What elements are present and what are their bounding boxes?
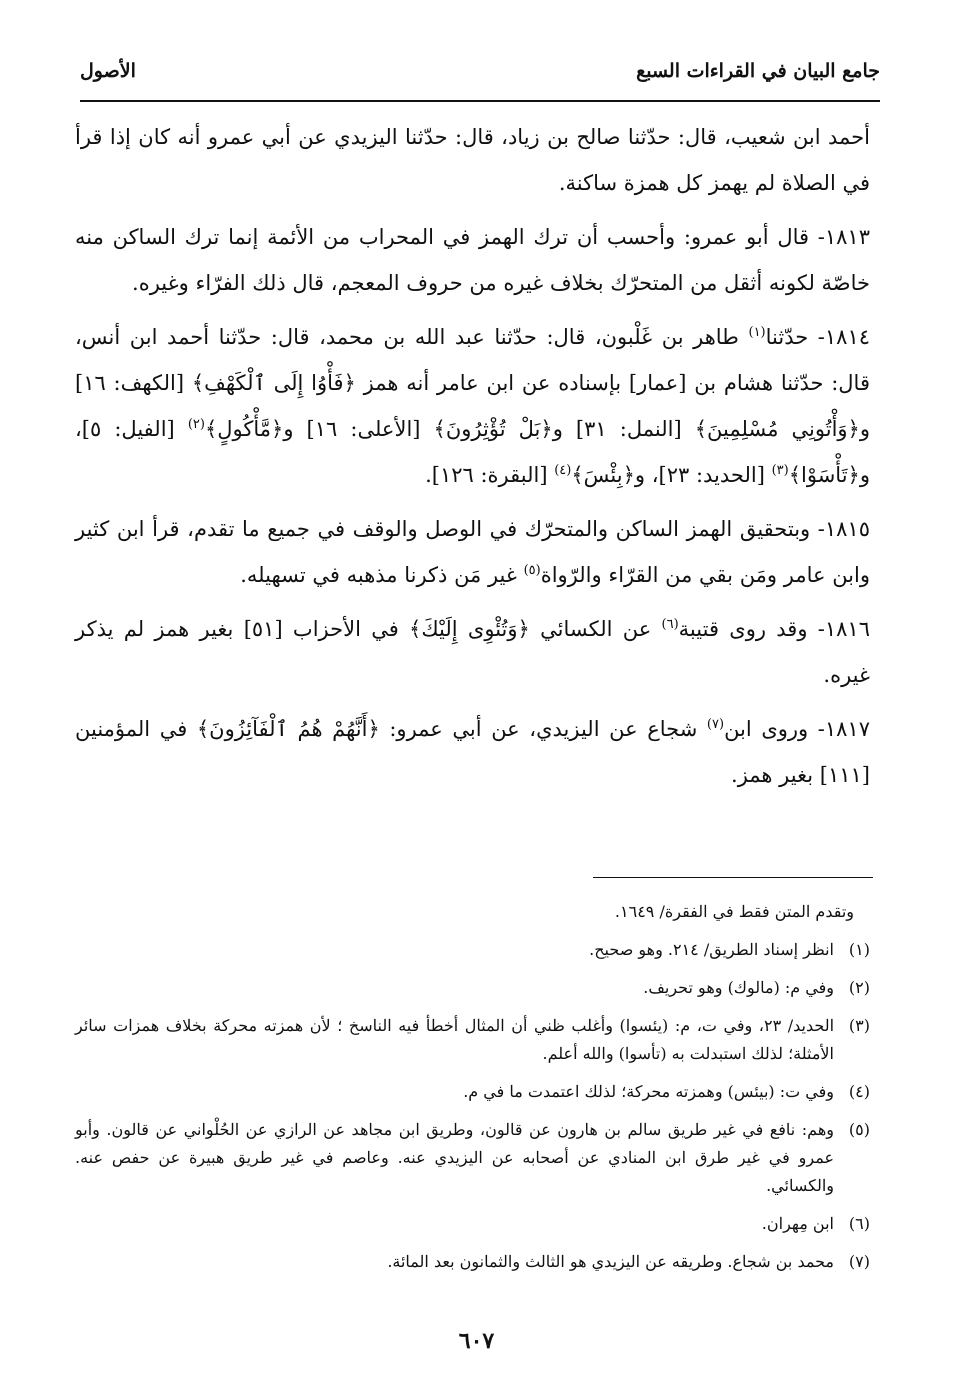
section-title: الأصول (80, 60, 136, 82)
footnote-number: (٦) (848, 1214, 870, 1233)
footnote-text: محمد بن شجاع. وطريقه عن اليزيدي هو الثالث والثمانون بعد المائة. (387, 1252, 834, 1271)
footnote-text: وهم: نافع في غير طريق سالم بن هارون عن قالون، وطريق ابن مجاهد عن الرازي عن الحُلْواني عن قالون. وأبو عمرو في غير طرق ابن المنادي عن أصحابه عن اليزيدي عنه. وعاصم في غير طريق هبيرة عن حفص عنه. والكسائي. (75, 1120, 834, 1195)
footnote-number: (٤) (848, 1082, 870, 1101)
main-text (75, 114, 870, 806)
footnote-number: (٣) (848, 1016, 870, 1035)
footnotes (75, 898, 870, 1286)
paragraph-1817 (75, 706, 870, 798)
footnote-ref[interactable]: (٣) (771, 463, 789, 478)
footnote-4 (75, 1078, 870, 1106)
footnote-separator (593, 877, 873, 878)
footnote-ref[interactable]: (٦) (661, 617, 679, 632)
footnote-1 (75, 936, 870, 964)
paragraph-text: غير مَن ذكرنا مذهبه في تسهيله. (240, 563, 524, 587)
paragraph-text: شجاع عن اليزيدي، عن أبي عمرو: ﴿أَنَّهُمْ هُمُ ٱلْفَآئِزُونَ﴾ في المؤمنين [١١١] بغير همز. (75, 717, 870, 787)
footnote-text: ابن مِهران. (761, 1214, 834, 1233)
paragraph-text: ١٨١٥- وبتحقيق الهمز الساكن والمتحرّك في الوصل والوقف في جميع ما تقدم، قرأ ابن كثير وابن عامر ومَن بقي من القرّاء والرّواة (75, 517, 870, 587)
footnote-5 (75, 1116, 870, 1200)
footnote-ref[interactable]: (١) (748, 325, 766, 340)
book-title: جامع البيان في القراءات السبع (636, 60, 880, 82)
paragraph-1815 (75, 506, 870, 598)
footnote-intro: وتقدم المتن فقط في الفقرة/ ١٦٤٩. (614, 902, 854, 921)
footnote-number: (١) (848, 940, 870, 959)
footnote-number: (٧) (848, 1252, 870, 1271)
paragraph-text: عن الكسائي ﴿وَتُئْوِى إِلَيْكَ﴾ في الأحزاب [٥١] بغير همز لم يذكر غيره. (75, 617, 870, 687)
footnote-number: (٥) (848, 1120, 870, 1139)
footnote-ref[interactable]: (٧) (706, 717, 725, 732)
footnote-text: وفي ت: (بيئس) وهمزته محركة؛ لذلك اعتمدت ما في م. (463, 1082, 834, 1101)
footnote-ref[interactable]: (٥) (523, 563, 541, 578)
footnote-7 (75, 1248, 870, 1276)
footnote-number: (٢) (848, 978, 870, 997)
footnote-3 (75, 1012, 870, 1068)
paragraph-1816 (75, 606, 870, 698)
paragraph-text: ١٨١٤- حدّثنا (765, 325, 871, 349)
footnote-6 (75, 1210, 870, 1238)
paragraph-text: [الحديد: ٢٣]، و﴿بِئْسَ﴾ (571, 463, 772, 487)
footnote-ref[interactable]: (٤) (554, 463, 572, 478)
paragraph-text: [البقرة: ١٢٦]. (425, 463, 555, 487)
footnote-ref[interactable]: (٢) (187, 417, 205, 432)
paragraph-1814 (75, 314, 870, 498)
paragraph-text: [الفيل: ٥]، و﴿تَأْسَوْا﴾ (75, 417, 870, 487)
paragraph-text: ١٨١٧- وروى ابن (724, 717, 870, 741)
footnote-text: الحديد/ ٢٣، وفي ت، م: (يئسوا) وأغلب ظني أن المثال أخطأ فيه الناسخ ؛ لأن همزته محركة بخلاف همزات سائر الأمثلة؛ لذلك استبدلت به (تأسوا) والله أعلم. (75, 1016, 835, 1063)
footnote-text: انظر إسناد الطريق/ ٢١٤. وهو صحيح. (589, 940, 834, 959)
page-number: ٦٠٧ (458, 1328, 495, 1354)
paragraph-1813: ١٨١٣- قال أبو عمرو: وأحسب أن ترك الهمز في المحراب من الأئمة إنما ترك الساكن منه خاصّة لكونه أثقل من المتحرّك بخلاف غيره من حروف المعجم، قال ذلك الفرّاء وغيره. (75, 225, 870, 295)
footnote-2 (75, 974, 870, 1002)
paragraph-text: طاهر بن غَلْبون، قال: حدّثنا عبد الله بن محمد، قال: حدّثنا أحمد ابن أنس، قال: حدّثنا هشام بن [عمار] بإسناده عن ابن عامر أنه همز ﴿فَأْوُا إِلَى ٱلْكَهْفِ﴾ [الكهف: ١٦] و﴿وَأْتُونِي مُسْلِمِينَ﴾ [النمل: ٣١] و﴿بَلْ تُؤْثِرُونَ﴾ [الأعلى: ١٦] و﴿مَّأْكُولٍ﴾ (75, 325, 871, 441)
header-rule (80, 100, 880, 102)
running-header (80, 58, 880, 98)
paragraph-continuation: أحمد ابن شعيب، قال: حدّثنا صالح بن زياد، قال: حدّثنا اليزيدي عن أبي عمرو أنه كان إذا قرأ في الصلاة لم يهمز كل همزة ساكنة. (75, 125, 870, 195)
paragraph-text: ١٨١٦- وقد روى قتيبة (678, 617, 870, 641)
footnote-text: وفي م: (مالوك) وهو تحريف. (643, 978, 834, 997)
